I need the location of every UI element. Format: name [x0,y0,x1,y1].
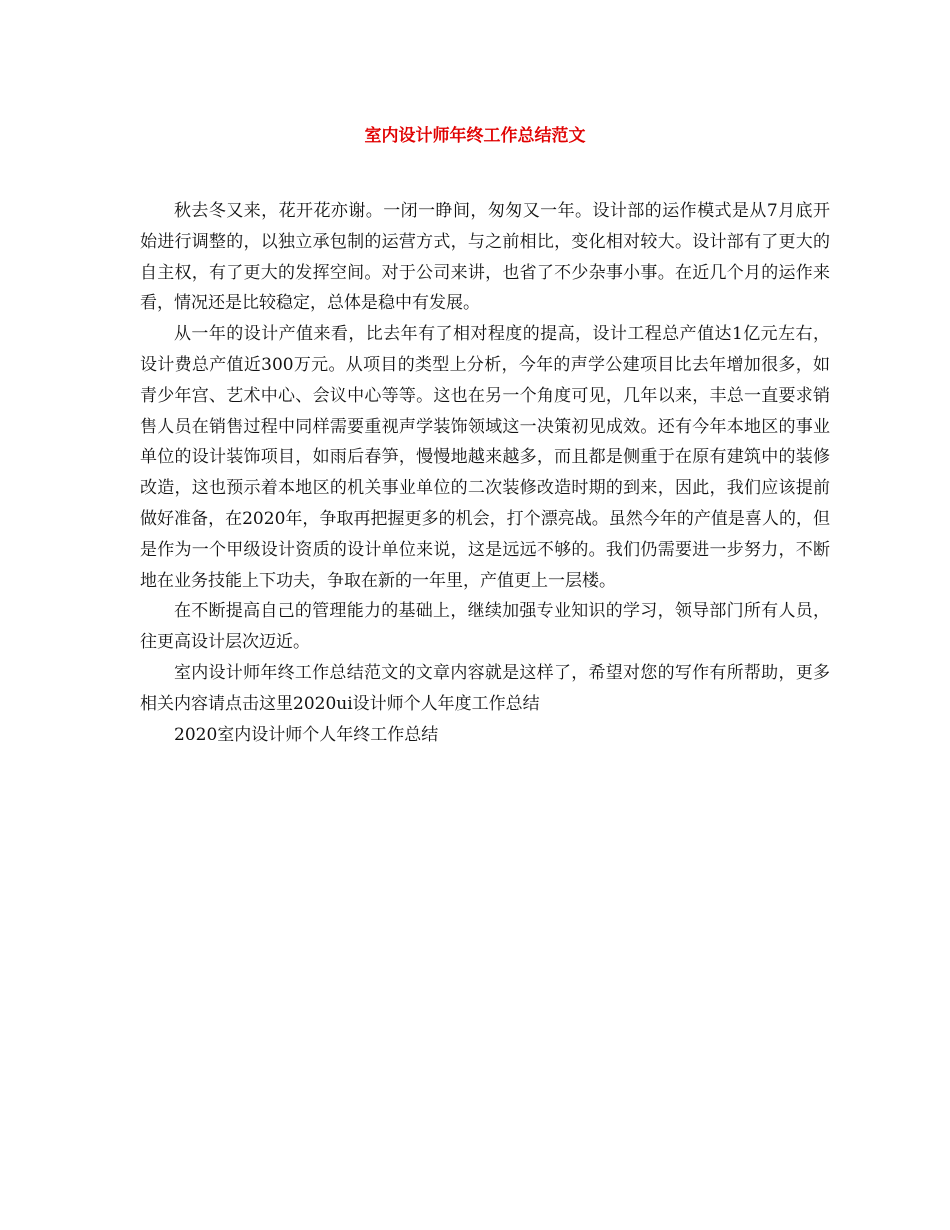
document-body [140,196,830,750]
paragraph-intro: 秋去冬又来，花开花亦谢。一闭一睁间，匆匆又一年。设计部的运作模式是从7月底开始进行调整的，以独立承包制的运营方式，与之前相比，变化相对较大。设计部有了更大的自主权，有了更大的发挥空间。对于公司来讲，也省了不少杂事小事。在近几个月的运作来看，情况还是比较稳定，总体是稳中有发展。 [140,201,830,314]
paragraph-output-value: 从一年的设计产值来看，比去年有了相对程度的提高，设计工程总产值达1亿元左右，设计费总产值近300万元。从项目的类型上分析，今年的声学公建项目比去年增加很多，如青少年宫、艺术中心、会议中心等等。这也在另一个角度可见，几年以来，丰总一直要求销售人员在销售过程中同样需要重视声学装饰领域这一决策初见成效。还有今年本地区的事业单位的设计装饰项目，如雨后春笋，慢慢地越来越多，而且都是侧重于在原有建筑中的装修改造，这也预示着本地区的机关事业单位的二次装修改造时期的到来，因此，我们应该提前做好准备，在2020年，争取再把握更多的机会，打个漂亮战。虽然今年的产值是喜人的，但是作为一个甲级设计资质的设计单位来说，这是远远不够的。我们仍需要进一步努力，不断地在业务技能上下功夫，争取在新的一年里，产值更上一层楼。 [140,324,830,591]
paragraph-closing-link: 室内设计师年终工作总结范文的文章内容就是这样了，希望对您的写作有所帮助，更多相关内容请点击这里2020ui设计师个人年度工作总结 [140,662,830,714]
paragraph-related-title: 2020室内设计师个人年终工作总结 [174,724,439,745]
paragraph-management: 在不断提高自己的管理能力的基础上，继续加强专业知识的学习，领导部门所有人员，往更高设计层次迈近。 [140,601,830,653]
document-title: 室内设计师年终工作总结范文 [364,126,586,146]
